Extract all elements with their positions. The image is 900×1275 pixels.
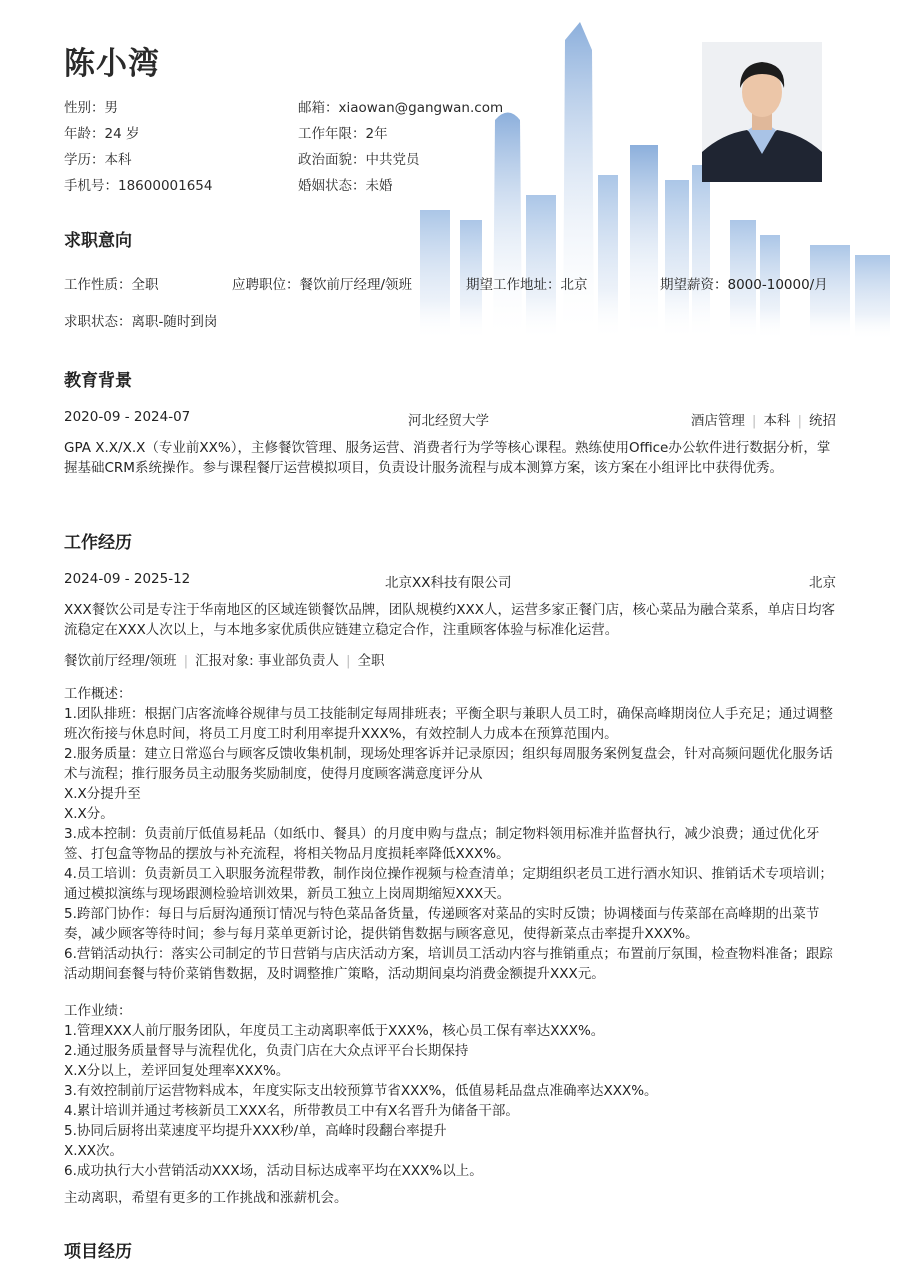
work-achievements: 工作业绩： 1.管理XXX人前厅服务团队，年度员工主动离职率低于XXX%，核心员工保有率达XXX%。 2.通过服务质量督导与流程优化，负责门店在大众点评平台长期保持 X.X分以上，差评回复处理率XXX%。 3.有效控制前厅运营物料成本，年度实际支出较预算节省XXX%，低值易耗品盘点准确率达XXX%。 4.累计培训并通过考核新员工XXX名，所带教员工中有X名晋升为储备干部。 5.协同后厨将出菜速度平均提升XXX秒/单，高峰时段翻台率提升 X.XX次。 6.成功执行大小营销活动XXX场，活动目标达成率平均在XXX%以上。 [64, 1003, 658, 1179]
education-description: GPA X.X/X.X（专业前XX%），主修餐饮管理、服务运营、消费者行为学等核心课程。熟练使用Office办公软件进行数据分析，掌握基础CRM系统操作。参与课程餐厅运营模拟项目，负责设计服务流程与成本测算方案，该方案在小组评比中获得优秀。 [64, 440, 831, 476]
age-info: 年龄：24 岁 [64, 126, 140, 142]
email-info: 邮箱：xiaowan@gangwan.com [298, 100, 504, 116]
work-role-line: 餐饮前厅经理/领班 | 汇报对象: 事业部负责人 | 全职 [64, 653, 385, 669]
marital-info: 婚姻状态：未婚 [298, 178, 393, 194]
intent-salary: 期望薪资：8000-10000/月 [660, 277, 828, 293]
phone-info: 手机号：18600001654 [64, 178, 213, 194]
work-overview: 工作概述： 1.团队排班：根据门店客流峰谷规律与员工技能制定每周排班表；平衡全职与兼职人员工时，确保高峰期岗位人手充足；通过调整班次衔接与休息时间，将员工月度工时利用率提升XXX%，有效控制人力成本在预算范围内。 2.服务质量：建立日常巡台与顾客反馈收集机制，现场处理客诉并记录原因；组织每周服务案例复盘会，针对高频问题优化服务话术与流程；推行服务员主动服务奖励制度，使得月度顾客满意度评分从 X.X分提升至 X.X分。 3.成本控制：负责前厅低值易耗品（如纸巾、餐具）的月度申购与盘点；制定物料领用标准并监督执行，减少浪费；通过优化牙签、打包盒等物品的摆放与补充流程，将相关物品月度损耗率降低XXX%。 4.员工培训：负责新员工入职服务流程带教，制作岗位操作视频与检查清单；定期组织老员工进行酒水知识、推销话术专项培训；通过模拟演练与现场跟测检验培训效果，新员工独立上岗周期缩短XXX天。 5.跨部门协作：每日与后厨沟通预订情况与特色菜品备货量，传递顾客对菜品的实时反馈；协调楼面与传菜部在高峰期的出菜节奏，减少顾客等待时间；参与每月菜单更新讨论，提供销售数据与顾客意见，使得新菜点击率提升XXX%。 6.营销活动执行：落实公司制定的节日营销与店庆活动方案，培训员工活动内容与推销重点；布置前厅氛围，检查物料准备；跟踪活动期间套餐与特价菜销售数据，及时调整推广策略，活动期间桌均消费金额提升XXX元。 [64, 686, 833, 982]
intent-status: 求职状态：离职-随时到岗 [64, 314, 218, 330]
intent-position: 应聘职位：餐饮前厅经理/领班 [232, 277, 413, 293]
political-info: 政治面貌：中共党员 [298, 152, 420, 168]
leave-reason: 主动离职，希望有更多的工作挑战和涨薪机会。 [64, 1190, 348, 1206]
candidate-name: 陈小湾 [64, 46, 160, 82]
company-description: XXX餐饮公司是专注于华南地区的区域连锁餐饮品牌，团队规模约XXX人，运营多家正餐门店，核心菜品为融合菜系，单店日均客流稳定在XXX人次以上，与本地多家优质供应链建立稳定合作，注重顾客体验与标准化运营。 [64, 602, 835, 638]
gender-info: 性别：男 [64, 100, 118, 116]
education-major-degree: 酒店管理 | 本科 | 统招 [690, 413, 836, 429]
intent-location: 期望工作地址：北京 [466, 277, 588, 293]
education-period: 2020-09 - 2024-07 [64, 409, 191, 425]
work-company: 北京XX科技有限公司 [385, 575, 512, 591]
intent-job-type: 工作性质：全职 [64, 277, 159, 293]
education-section-title: 教育背景 [64, 371, 132, 391]
work-city: 北京 [809, 575, 836, 591]
education-info: 学历：本科 [64, 152, 132, 168]
education-school: 河北经贸大学 [408, 413, 489, 429]
intent-section-title: 求职意向 [64, 231, 132, 251]
portrait-photo [702, 42, 822, 182]
work-section-title: 工作经历 [64, 533, 132, 553]
work-years-info: 工作年限：2年 [298, 126, 388, 142]
work-period: 2024-09 - 2025-12 [64, 571, 191, 587]
project-section-title: 项目经历 [64, 1242, 132, 1262]
